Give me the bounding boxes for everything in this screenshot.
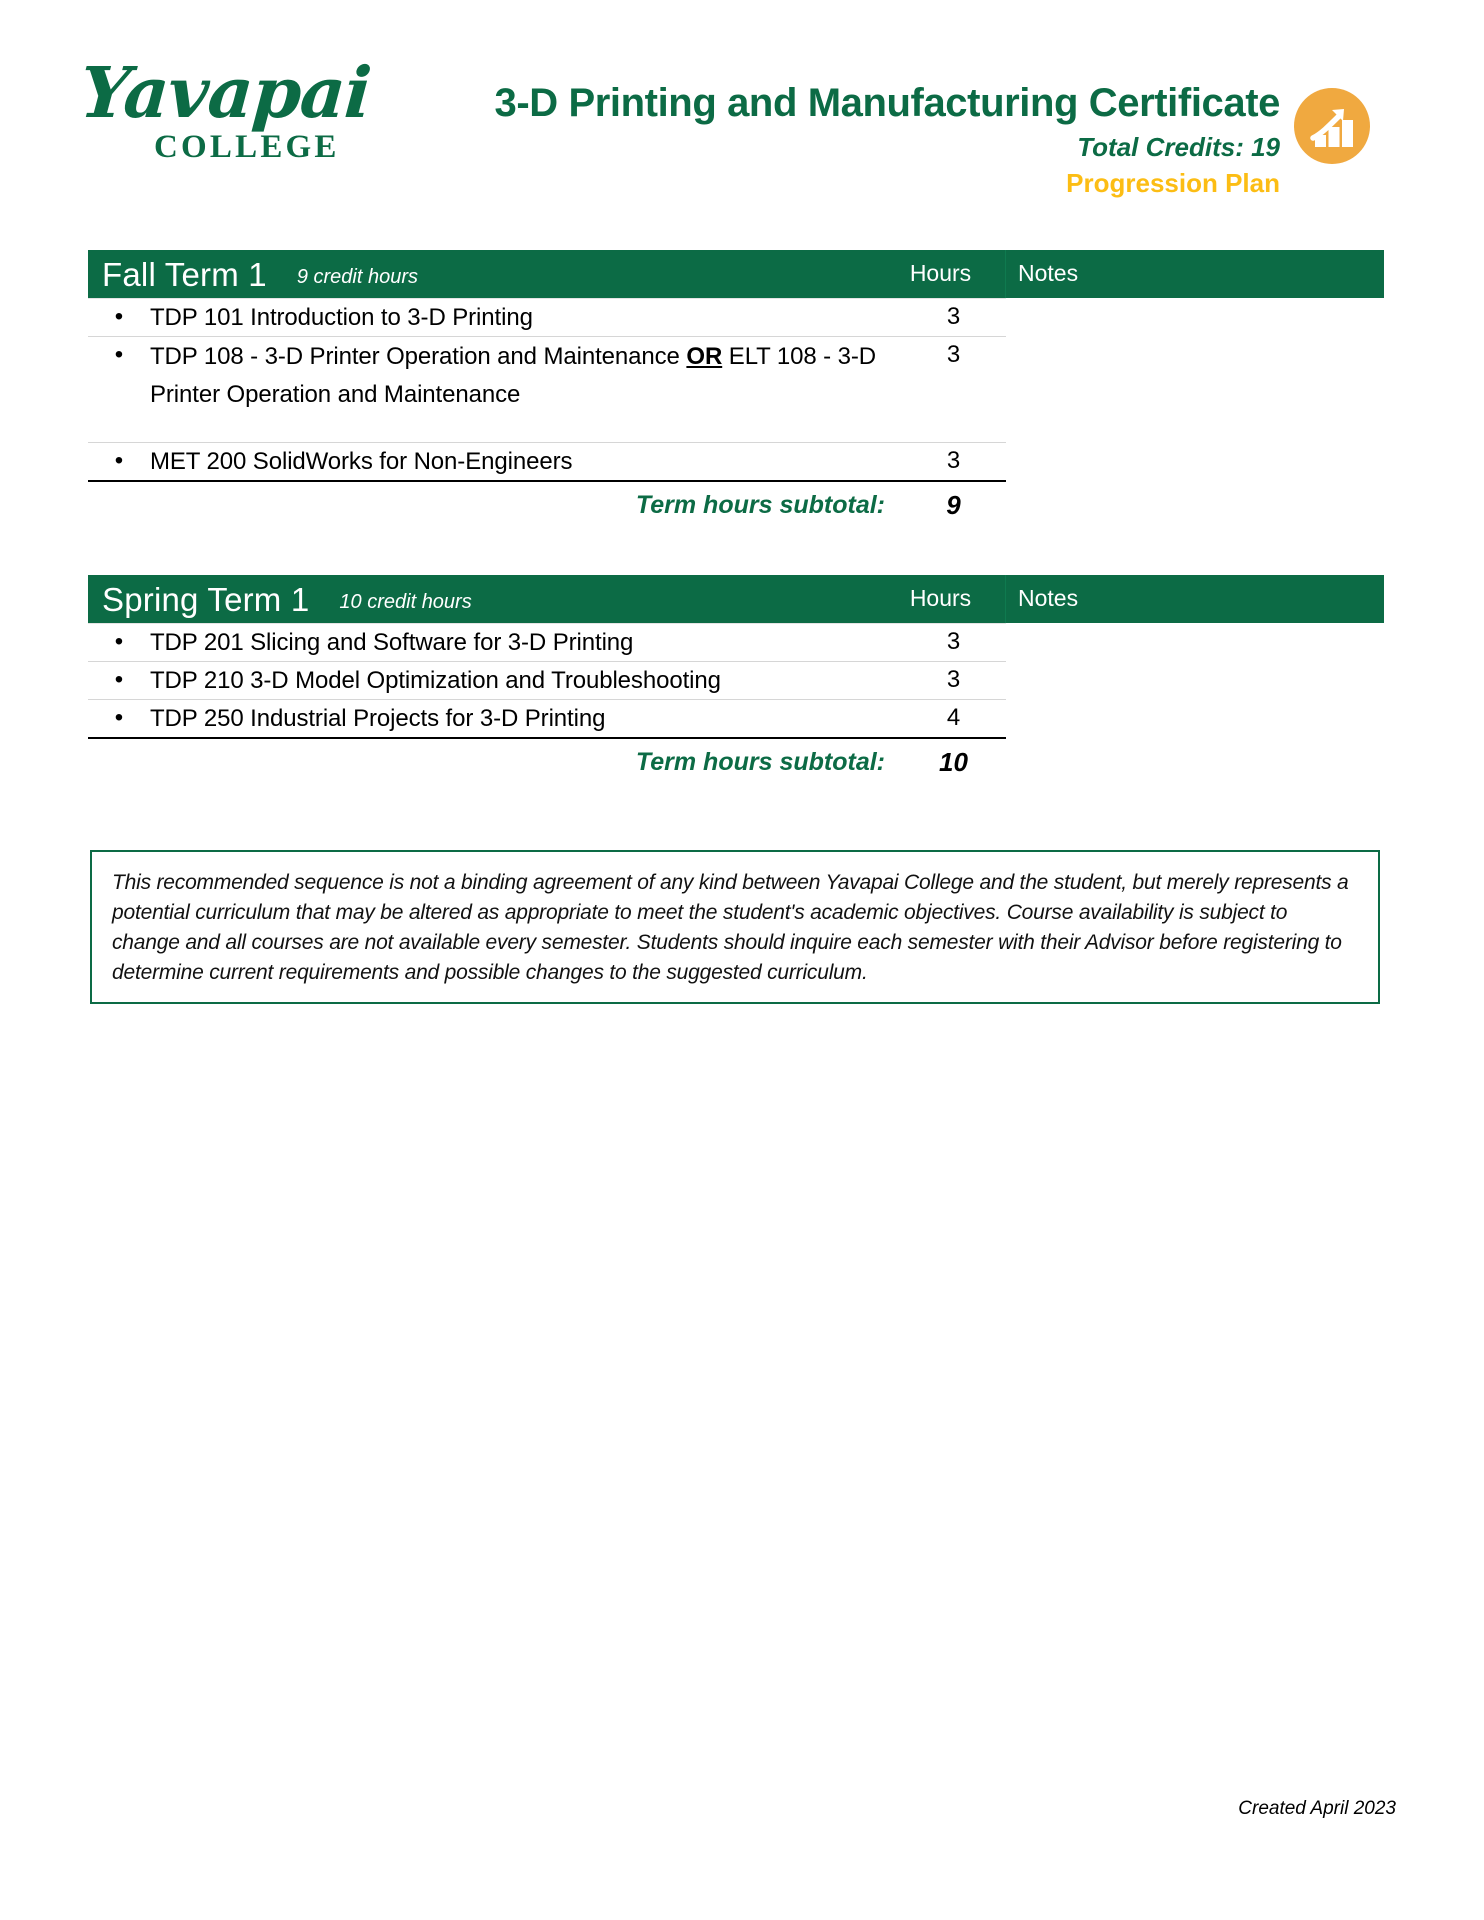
course-rows-spring bbox=[88, 623, 1006, 739]
table-row[interactable] bbox=[88, 337, 1006, 443]
term-name-label: Spring Term 1 bbox=[102, 580, 310, 618]
term-header-spring bbox=[88, 575, 1384, 623]
table-row[interactable] bbox=[88, 443, 1006, 482]
course-title: TDP 101 Introduction to 3-D Printing bbox=[150, 304, 533, 331]
bullet-icon: • bbox=[114, 628, 124, 655]
created-date-footer: Created April 2023 bbox=[1238, 1798, 1396, 1819]
term-name-label: Fall Term 1 bbox=[102, 255, 267, 293]
course-hours: 4 bbox=[946, 704, 961, 731]
bullet-icon: • bbox=[114, 666, 124, 693]
subtotal-label: Term hours subtotal: bbox=[635, 490, 885, 519]
column-seam bbox=[1005, 250, 1006, 298]
course-hours: 3 bbox=[946, 303, 961, 330]
term-section-fall bbox=[88, 250, 1384, 528]
course-or-connector: OR bbox=[686, 343, 723, 370]
disclaimer-box bbox=[90, 850, 1380, 1004]
term-header-fall bbox=[88, 250, 1384, 298]
subtotal-value: 9 bbox=[946, 489, 961, 520]
term-credit-hours-label: 10 credit hours bbox=[339, 591, 472, 613]
document-header bbox=[0, 0, 1484, 248]
table-row[interactable] bbox=[88, 700, 1006, 739]
course-hours: 3 bbox=[946, 341, 961, 368]
bullet-icon: • bbox=[114, 447, 124, 474]
course-title bbox=[150, 337, 901, 442]
course-hours: 3 bbox=[946, 666, 961, 693]
bar-chart-growth-icon bbox=[1294, 88, 1370, 164]
column-header-hours: Hours bbox=[909, 585, 972, 611]
course-hours: 3 bbox=[946, 447, 961, 474]
table-row[interactable] bbox=[88, 298, 1006, 337]
column-header-notes: Notes bbox=[1018, 260, 1079, 286]
logo-wordmark-text: COLLEGE bbox=[154, 129, 340, 165]
term-section-spring bbox=[88, 575, 1384, 785]
subtotal-value: 10 bbox=[939, 746, 968, 777]
bullet-icon: • bbox=[114, 303, 124, 330]
total-credits-text: Total Credits: 19 bbox=[1077, 132, 1280, 162]
course-title: TDP 250 Industrial Projects for 3-D Printing bbox=[150, 705, 606, 732]
course-title: TDP 201 Slicing and Software for 3-D Printing bbox=[150, 629, 634, 656]
course-title: MET 200 SolidWorks for Non-Engineers bbox=[150, 448, 573, 475]
course-title-part-1: TDP 108 - 3-D Printer Operation and Maintenance bbox=[150, 343, 680, 370]
bullet-icon: • bbox=[114, 704, 124, 731]
course-title: TDP 210 3-D Model Optimization and Troubleshooting bbox=[150, 667, 721, 694]
bullet-icon: • bbox=[114, 341, 124, 368]
course-title-part-2: ELT 108 - 3-D Printer Operation and Maintenance bbox=[150, 343, 876, 408]
subtotal-label: Term hours subtotal: bbox=[635, 747, 885, 776]
column-seam bbox=[1005, 575, 1006, 623]
table-row[interactable] bbox=[88, 662, 1006, 700]
table-row[interactable] bbox=[88, 623, 1006, 662]
progression-plan-subtitle: Progression Plan bbox=[1066, 168, 1280, 198]
column-header-notes: Notes bbox=[1018, 585, 1079, 611]
term-subtotal-fall bbox=[88, 482, 1006, 528]
title-block bbox=[330, 80, 1280, 200]
logo-script-text: Yavapai bbox=[77, 51, 374, 134]
disclaimer-text: This recommended sequence is not a binding agreement of any kind between Yavapai College and the student, but merely represents a potential curriculum that may be altered as appropriate to meet the student's academic objectives. Course availability is subject to change and all courses are not available every semester. Students should inquire each semester with their Advisor before registering to determine current requirements and possible changes to the suggested curriculum. bbox=[112, 871, 1349, 984]
course-rows-fall bbox=[88, 298, 1006, 482]
column-header-hours: Hours bbox=[909, 260, 972, 286]
course-hours: 3 bbox=[946, 628, 961, 655]
page-title: 3-D Printing and Manufacturing Certificate bbox=[494, 81, 1280, 125]
term-subtotal-spring bbox=[88, 739, 1006, 785]
term-credit-hours-label: 9 credit hours bbox=[296, 266, 418, 288]
